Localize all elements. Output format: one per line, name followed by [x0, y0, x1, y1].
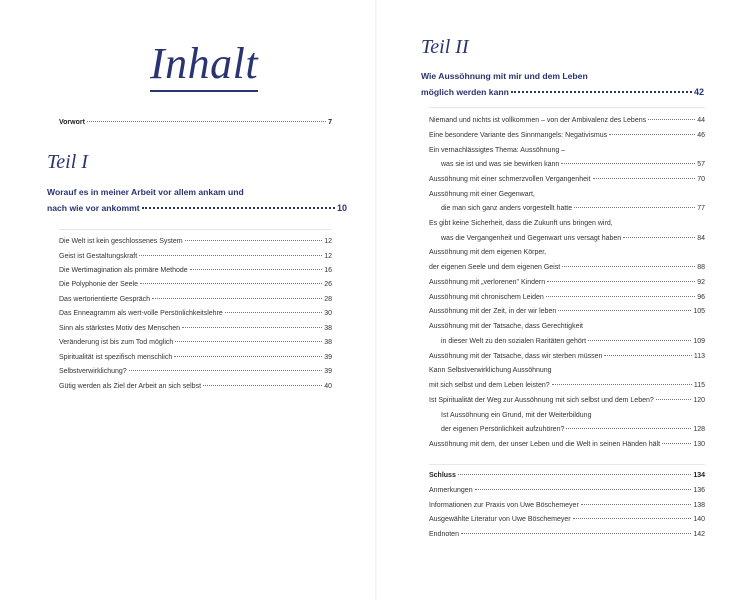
divider: [429, 107, 705, 108]
entry-page: 109: [693, 338, 705, 345]
entry-label: der eigenen Persönlichkeit aufzuhören?: [441, 426, 565, 433]
dot-leader: [623, 237, 695, 238]
toc-entry[interactable]: [429, 352, 705, 363]
entry-page: 113: [693, 353, 705, 360]
toc-entry[interactable]: [59, 367, 332, 378]
toc-entry[interactable]: [429, 278, 705, 289]
entry-label: Sinn als stärkstes Motiv des Menschen: [59, 325, 180, 332]
dot-leader: [558, 310, 691, 311]
entry-label: Niemand und nichts ist vollkommen – von der Ambivalenz des Lebens: [429, 117, 647, 124]
entry-label: Geist ist Gestaltungskraft: [59, 253, 138, 260]
entry-page: 12: [324, 253, 332, 260]
entry-page: 134: [693, 472, 705, 479]
entry-label: Informationen zur Praxis von Uwe Böschemeyer: [429, 502, 579, 509]
entry-label: Die Wertimagination als primäre Methode: [59, 267, 188, 274]
toc-entry[interactable]: [429, 131, 705, 142]
entry-label: Aussöhnung mit der Zeit, in der wir leben: [429, 308, 557, 315]
toc-entry[interactable]: [441, 160, 705, 171]
dot-leader: [182, 327, 322, 328]
toc-entry[interactable]: [429, 366, 705, 377]
toc-title: Inhalt: [150, 38, 258, 92]
heading-page: 10: [336, 203, 347, 213]
entry-page: 40: [324, 383, 332, 390]
heading-text: möglich werden kann: [421, 87, 509, 97]
entry-page: 77: [697, 205, 705, 212]
entry-page: 140: [693, 516, 705, 523]
entry-label: Aussöhnung mit einer schmerzvollen Vergangenheit: [429, 176, 591, 183]
right-page: [377, 0, 753, 600]
entry-label: mit sich selbst und dem Leben leisten?: [429, 382, 550, 389]
entry-page: 96: [697, 294, 705, 301]
toc-entry[interactable]: [429, 471, 705, 482]
heading-text: Wie Aussöhnung mit mir und dem Leben: [421, 71, 588, 81]
toc-entry[interactable]: [59, 309, 332, 320]
toc-entry[interactable]: [429, 486, 705, 497]
entry-page: 57: [697, 161, 705, 168]
toc-entry[interactable]: [59, 353, 332, 364]
toc-entry[interactable]: [429, 381, 705, 392]
toc-entry[interactable]: [59, 382, 332, 393]
toc-entry[interactable]: [59, 266, 332, 277]
entry-page: 142: [693, 531, 705, 538]
dot-leader: [552, 384, 692, 385]
entry-page: 39: [324, 354, 332, 361]
entry-label: Aussöhnung mit der Tatsache, dass wir sterben müssen: [429, 353, 603, 360]
dot-leader: [604, 355, 691, 356]
toc-entry[interactable]: [441, 204, 705, 215]
toc-entry[interactable]: [441, 425, 705, 436]
entry-label: Das wertorientierte Gespräch: [59, 296, 151, 303]
dot-leader: [511, 91, 692, 93]
entry-label: Die Welt ist kein geschlossenes System: [59, 238, 183, 245]
dot-leader: [185, 240, 323, 241]
entry-page: 38: [324, 325, 332, 332]
divider: [59, 229, 332, 230]
entry-label: Das Enneagramm als wert-volle Persönlichkeitslehre: [59, 310, 223, 317]
entry-label: Aussöhnung mit chronischem Leiden: [429, 294, 544, 301]
dot-leader: [574, 207, 695, 208]
entry-page: 39: [324, 368, 332, 375]
dot-leader: [562, 266, 695, 267]
toc-entry[interactable]: [59, 338, 332, 349]
entry-label: was die Vergangenheit und Gegenwart uns versagt haben: [441, 235, 622, 242]
entry-label: Anmerkungen: [429, 487, 473, 494]
entry-label: Endnoten: [429, 531, 459, 538]
part-one-heading-line2[interactable]: [47, 202, 347, 216]
entry-label: Schluss: [429, 472, 456, 479]
dot-leader: [461, 533, 691, 534]
entry-label: Kann Selbstverwirklichung Aussöhnung: [429, 367, 552, 374]
divider: [429, 464, 705, 465]
dot-leader: [573, 518, 692, 519]
part-two-heading-line1[interactable]: [421, 70, 704, 84]
entry-page: 46: [697, 132, 705, 139]
entry-page: 84: [697, 235, 705, 242]
toc-entry[interactable]: [429, 219, 705, 230]
entry-page: 138: [693, 502, 705, 509]
entry-label: Eine besondere Variante des Sinnmangels: Negativismus: [429, 132, 608, 139]
entry-page: 12: [324, 238, 332, 245]
toc-entry[interactable]: [429, 515, 705, 526]
dot-leader: [174, 356, 322, 357]
toc-entry[interactable]: [441, 411, 705, 422]
entry-page: 105: [693, 308, 705, 315]
left-page: [0, 0, 376, 600]
entry-label: Gütig werden als Ziel der Arbeit an sich selbst: [59, 383, 202, 390]
entry-page: 115: [693, 382, 705, 389]
dot-leader: [475, 489, 692, 490]
toc-entry[interactable]: [429, 116, 705, 127]
dot-leader: [593, 178, 696, 179]
entry-label: Ist Spiritualität der Weg zur Aussöhnung mit sich selbst und dem Leben?: [429, 397, 654, 404]
toc-entry[interactable]: [441, 234, 705, 245]
entry-page: 128: [693, 426, 705, 433]
entry-label: Ausgewählte Literatur von Uwe Böschemeyer: [429, 516, 571, 523]
part-one-heading-line1[interactable]: [47, 186, 347, 200]
toc-entry[interactable]: [429, 293, 705, 304]
dot-leader: [139, 255, 322, 256]
toc-entry[interactable]: [441, 337, 705, 348]
toc-entry[interactable]: [429, 190, 705, 201]
toc-entry[interactable]: [429, 248, 705, 259]
toc-entry[interactable]: [429, 263, 705, 274]
dot-leader: [581, 504, 692, 505]
entry-label: Veränderung ist bis zum Tod möglich: [59, 339, 174, 346]
dot-leader: [561, 163, 695, 164]
toc-entry[interactable]: [429, 175, 705, 186]
entry-page: 120: [693, 397, 705, 404]
toc-entry[interactable]: [429, 530, 705, 541]
part-two-title: Teil II: [421, 36, 469, 58]
toc-entry[interactable]: [429, 322, 705, 333]
entry-label: Ist Aussöhnung ein Grund, mit der Weiterbildung: [441, 412, 592, 419]
dot-leader: [656, 399, 692, 400]
dot-leader: [203, 385, 322, 386]
entry-page: 16: [324, 267, 332, 274]
entry-page: 28: [324, 296, 332, 303]
entry-label: Aussöhnung mit einer Gegenwart,: [429, 191, 535, 198]
heading-text: nach wie vor ankommt: [47, 203, 140, 213]
dot-leader: [546, 296, 695, 297]
toc-entry[interactable]: [429, 396, 705, 407]
toc-entry[interactable]: [59, 295, 332, 306]
dot-leader: [566, 428, 691, 429]
entry-label: in dieser Welt zu den sozialen Raritäten gehört: [441, 338, 587, 345]
dot-leader: [225, 312, 322, 313]
entry-page: 44: [697, 117, 705, 124]
toc-entry[interactable]: [429, 146, 705, 157]
entry-label: Aussöhnung mit „verlorenen" Kindern: [429, 279, 546, 286]
heading-page: 42: [693, 87, 704, 97]
toc-entry[interactable]: [429, 501, 705, 512]
entry-page: 88: [697, 264, 705, 271]
dot-leader: [142, 207, 335, 209]
entry-label: die man sich ganz anders vorgestellt hatte: [441, 205, 573, 212]
dot-leader: [129, 370, 323, 371]
entry-label: Aussöhnung mit der Tatsache, dass Gerechtigkeit: [429, 323, 583, 330]
heading-text: Worauf es in meiner Arbeit vor allem ankam und: [47, 187, 244, 197]
dot-leader: [662, 443, 691, 444]
entry-label: Vorwort: [59, 119, 85, 126]
dot-leader: [609, 134, 695, 135]
entry-page: 136: [693, 487, 705, 494]
entry-page: 38: [324, 339, 332, 346]
entry-page: 130: [693, 441, 705, 448]
entry-label: Ein vernachlässigtes Thema: Aussöhnung –: [429, 147, 566, 154]
entry-page: 70: [697, 176, 705, 183]
toc-entry[interactable]: [59, 280, 332, 291]
entry-label: der eigenen Seele und dem eigenen Geist: [429, 264, 561, 271]
toc-entry[interactable]: [59, 237, 332, 248]
toc-entry[interactable]: [429, 307, 705, 318]
entry-label: Selbstverwirklichung?: [59, 368, 127, 375]
toc-entry[interactable]: [429, 440, 705, 451]
dot-leader: [588, 340, 691, 341]
entry-label: Die Polyphonie der Seele: [59, 281, 138, 288]
dot-leader: [87, 121, 326, 122]
entry-label: Aussöhnung mit dem eigenen Körper,: [429, 249, 547, 256]
dot-leader: [648, 119, 695, 120]
toc-entry[interactable]: [59, 252, 332, 263]
entry-page: 30: [324, 310, 332, 317]
dot-leader: [152, 298, 322, 299]
entry-page: 7: [328, 119, 332, 126]
toc-entry[interactable]: [59, 324, 332, 335]
entry-label: was sie ist und was sie bewirken kann: [441, 161, 560, 168]
dot-leader: [547, 281, 695, 282]
part-one-title: Teil I: [47, 151, 88, 173]
dot-leader: [140, 283, 322, 284]
part-two-heading-line2[interactable]: [421, 86, 704, 100]
dot-leader: [458, 474, 691, 475]
entry-label: Es gibt keine Sicherheit, dass die Zukunft uns bringen wird,: [429, 220, 613, 227]
entry-page: 92: [697, 279, 705, 286]
toc-entry-vorwort[interactable]: [59, 118, 332, 129]
entry-label: Spiritualität ist spezifisch menschlich: [59, 354, 173, 361]
dot-leader: [175, 341, 322, 342]
dot-leader: [190, 269, 323, 270]
entry-label: Aussöhnung mit dem, der unser Leben und die Welt in seinen Händen hält: [429, 441, 661, 448]
entry-page: 26: [324, 281, 332, 288]
